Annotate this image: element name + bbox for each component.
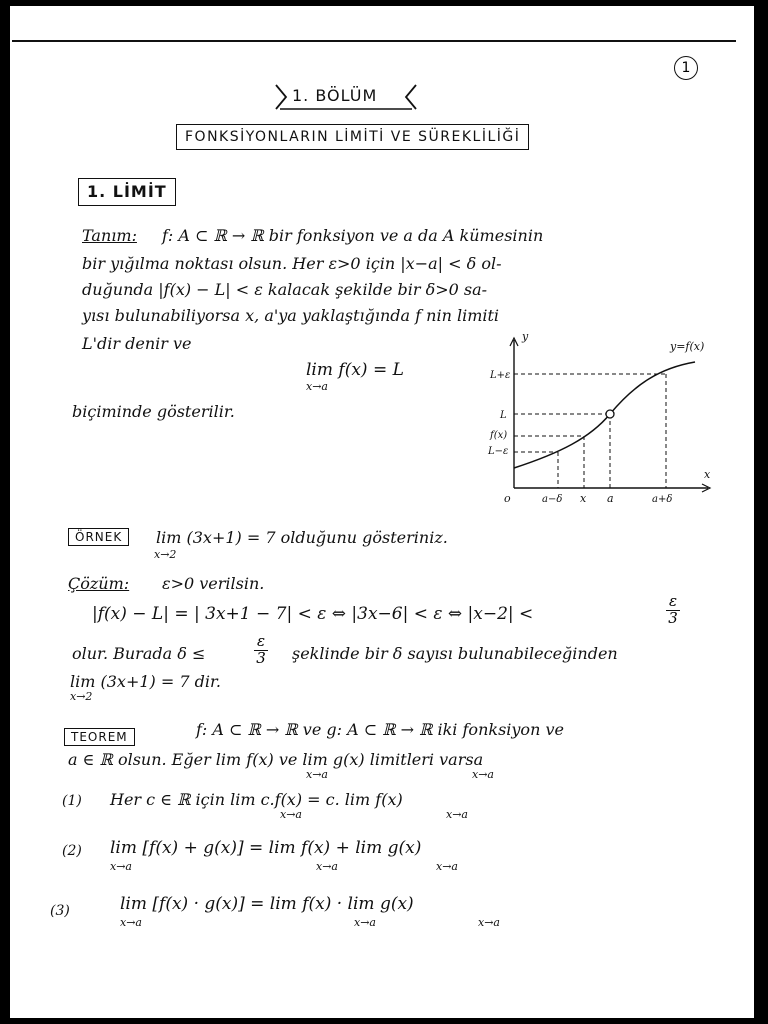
solution-delta-fraction [254,634,268,667]
graph-curve [514,362,695,468]
theorem-item-1-num: (1) [62,793,82,809]
definition-line-6: biçiminde gösterilir. [72,402,235,421]
theorem-line-2-sub-2: x→a [472,768,494,781]
chapter-header [266,82,426,112]
definition-label: Tanım: [82,226,137,245]
limit-formula: lim f(x) = L [306,360,404,380]
theorem-item-2-sub-2: x→a [316,860,338,873]
theorem-item-1-sub-1: x→a [280,808,302,821]
solution-line-3b: şeklinde bir δ sayısı bulunabileceğinden [292,644,618,663]
solution-delta-fraction-num: ε [256,632,266,650]
theorem-item-3-num: (3) [50,903,70,919]
notebook-page [10,6,754,1018]
limit-formula-subscript: x→a [306,380,328,393]
section-heading: 1. LİMİT [78,178,176,206]
theorem-line-2-sub-1: x→a [306,768,328,781]
graph-y-tick-L-plus-eps: L+ε [490,370,511,381]
theorem-item-3-text: lim [f(x) · g(x)] = lim f(x) · lim g(x) [120,894,414,914]
chapter-label: 1. BÖLÜM [292,86,378,105]
definition-line-1: f: A ⊂ ℝ → ℝ bir fonksiyon ve a da A kümesinin [162,226,544,245]
graph-y-axis-label: y [522,330,529,343]
definition-line-2: bir yığılma noktası olsun. Her ε>0 için |x−a| < δ ol- [82,254,502,273]
theorem-line-2: a ∈ ℝ olsun. Eğer lim f(x) ve lim g(x) limitleri varsa [68,750,484,769]
theorem-item-2-num: (2) [62,843,82,859]
graph-y-tick-L-minus-eps: L−ε [488,446,509,457]
solution-delta-fraction-den: 3 [256,648,266,667]
solution-fraction [666,594,680,627]
solution-label: Çözüm: [68,574,130,593]
solution-line-4: lim (3x+1) = 7 dir. [70,672,221,691]
theorem-item-3-sub-2: x→a [354,916,376,929]
definition-line-4: yısı bulunabiliyorsa x, a'ya yaklaştığında f nin limiti [82,306,500,325]
graph-x-tick-a-minus-delta: a−δ [542,494,563,505]
solution-fraction-den: 3 [668,608,678,627]
solution-line-3a: olur. Burada δ ≤ [72,644,206,663]
theorem-line-1: f: A ⊂ ℝ → ℝ ve g: A ⊂ ℝ → ℝ iki fonksiyon ve [196,720,564,739]
graph-x-tick-x: x [580,492,587,505]
definition-line-3: duğunda |f(x) − L| < ε kalacak şekilde bir δ>0 sa- [82,280,488,299]
solution-fraction-num: ε [668,592,678,610]
theorem-item-3-sub-1: x→a [120,916,142,929]
graph-y-tick-fx: f(x) [490,430,508,441]
limit-graph [470,328,730,512]
example-statement: lim (3x+1) = 7 olduğunu gösteriniz. [156,528,448,547]
page-title: FONKSİYONLARIN LİMİTİ VE SÜREKLİLİĞİ [176,124,529,150]
solution-line-1: ε>0 verilsin. [162,574,265,593]
page-number: 1 [674,56,698,80]
theorem-label: TEOREM [64,728,135,746]
theorem-item-1-sub-2: x→a [446,808,468,821]
theorem-item-2-sub-3: x→a [436,860,458,873]
example-label: ÖRNEK [68,528,129,546]
theorem-item-2-sub-1: x→a [110,860,132,873]
graph-y-tick-L: L [500,410,507,421]
top-rule [12,40,736,42]
graph-hole [606,410,614,418]
example-statement-subscript: x→2 [154,548,177,561]
solution-line-4-subscript: x→2 [70,690,93,703]
theorem-item-2-text: lim [f(x) + g(x)] = lim f(x) + lim g(x) [110,838,422,858]
graph-x-tick-origin: o [504,492,511,505]
definition-line-5: L'dir denir ve [82,334,192,353]
graph-x-tick-a-plus-delta: a+δ [652,494,673,505]
graph-x-tick-a: a [607,492,614,505]
graph-curve-label: y=f(x) [670,340,705,353]
graph-x-axis-label: x [704,468,711,481]
theorem-item-1-text: Her c ∈ ℝ için lim c.f(x) = c. lim f(x) [110,790,403,809]
theorem-item-3-sub-3: x→a [478,916,500,929]
solution-line-2: |f(x) − L| = | 3x+1 − 7| < ε ⇔ |3x−6| < ε ⇔ |x−2| < [92,604,534,624]
